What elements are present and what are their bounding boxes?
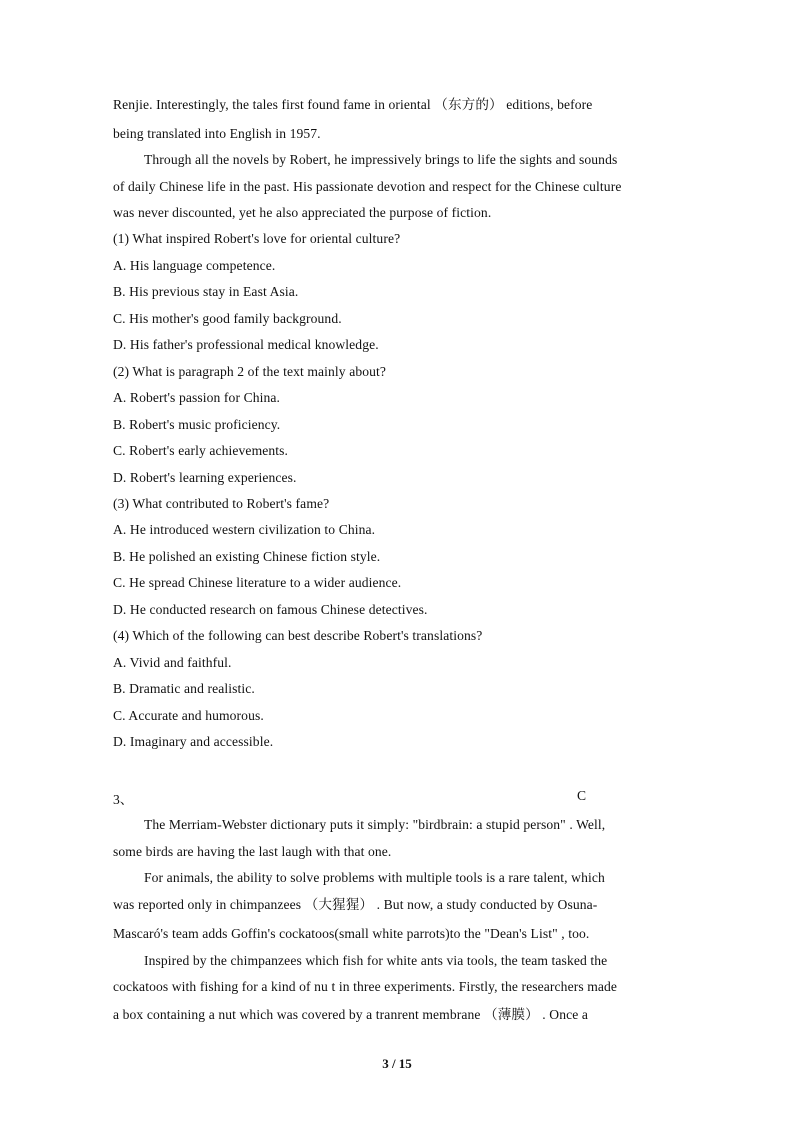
passage-line: The Merriam-Webster dictionary puts it simply: "birdbrain: a stupid person" . Well, (144, 817, 606, 832)
option-3b: B. He polished an existing Chinese fiction style. (113, 549, 381, 564)
option-1c: C. His mother's good family background. (113, 311, 342, 326)
option-2a: A. Robert's passion for China. (113, 390, 281, 405)
option-1b: B. His previous stay in East Asia. (113, 284, 299, 299)
passage-line: Inspired by the chimpanzees which fish for white ants via tools, the team tasked the (144, 953, 608, 968)
passage-line: some birds are having the last laugh with that one. (113, 844, 392, 859)
option-4b: B. Dramatic and realistic. (113, 681, 255, 696)
option-2b: B. Robert's music proficiency. (113, 417, 281, 432)
question-4: (4) Which of the following can best describe Robert's translations? (113, 628, 483, 643)
section-number: 3、 (113, 792, 134, 807)
passage-line: For animals, the ability to solve problems with multiple tools is a rare talent, which (144, 870, 605, 885)
question-3: (3) What contributed to Robert's fame? (113, 496, 330, 511)
page-number: 3 / 15 (382, 1056, 412, 1071)
option-4a: A. Vivid and faithful. (113, 655, 232, 670)
option-1d: D. His father's professional medical knowledge. (113, 337, 379, 352)
option-3c: C. He spread Chinese literature to a wider audience. (113, 575, 402, 590)
text-line: Renjie. Interestingly, the tales first found fame in oriental （东方的） editions, before (113, 97, 593, 112)
option-2c: C. Robert's early achievements. (113, 443, 289, 458)
option-3a: A. He introduced western civilization to China. (113, 522, 376, 537)
question-1: (1) What inspired Robert's love for oriental culture? (113, 231, 401, 246)
option-4c: C. Accurate and humorous. (113, 708, 264, 723)
question-2: (2) What is paragraph 2 of the text mainly about? (113, 364, 387, 379)
passage-line: cockatoos with fishing for a kind of nu t in three experiments. Firstly, the researchers made (113, 979, 618, 994)
text-line: being translated into English in 1957. (113, 126, 321, 141)
option-1a: A. His language competence. (113, 258, 276, 273)
passage-line: a box containing a nut which was covered by a tranrent membrane （薄膜） . Once a (113, 1007, 589, 1022)
option-3d: D. He conducted research on famous Chinese detectives. (113, 602, 428, 617)
passage-line: was reported only in chimpanzees （大猩猩） . But now, a study conducted by Osuna- (113, 897, 598, 912)
text-line: Through all the novels by Robert, he impressively brings to life the sights and sounds (144, 152, 618, 167)
section-letter: C (577, 788, 587, 803)
option-2d: D. Robert's learning experiences. (113, 470, 297, 485)
text-line: was never discounted, yet he also appreciated the purpose of fiction. (113, 205, 492, 220)
option-4d: D. Imaginary and accessible. (113, 734, 274, 749)
passage-line: Mascaró's team adds Goffin's cockatoos(small white parrots)to the "Dean's List" , too. (113, 926, 590, 941)
text-line: of daily Chinese life in the past. His passionate devotion and respect for the Chinese culture (113, 179, 622, 194)
